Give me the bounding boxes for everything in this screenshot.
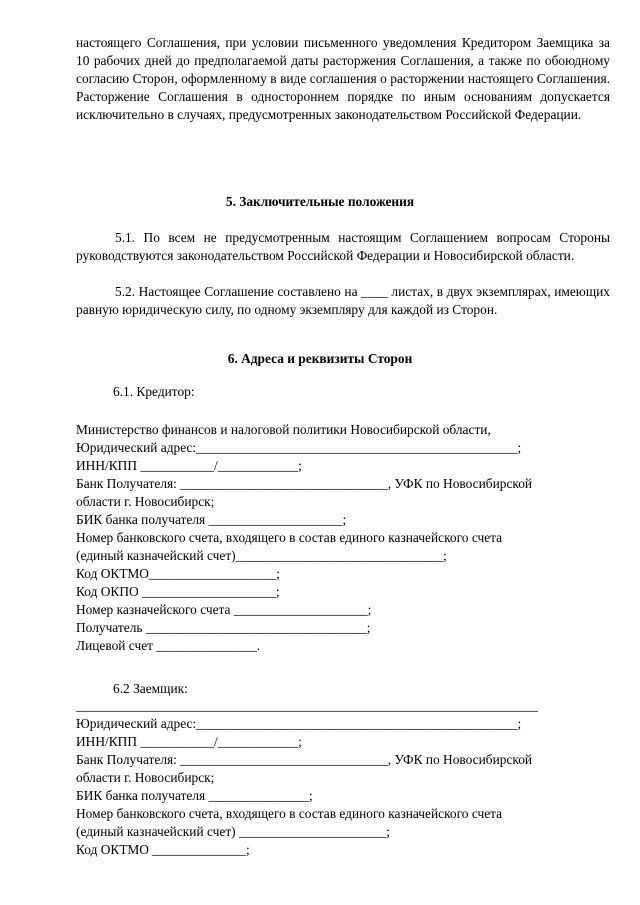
borrower-line: Банк Получателя: _______________________________, УФК по Новосибирской bbox=[76, 752, 533, 767]
creditor-line: Банк Получателя: _______________________________, УФК по Новосибирской bbox=[76, 476, 533, 491]
creditor-line: ИНН/КПП ___________/____________; bbox=[76, 458, 302, 473]
creditor-line: Получатель _________________________________; bbox=[76, 620, 371, 635]
creditor-line: Код ОКТМО___________________; bbox=[76, 566, 280, 581]
borrower-line: _____________________________________________________________________ bbox=[76, 698, 538, 713]
creditor-line: области г. Новосибирск; bbox=[76, 494, 215, 509]
creditor-line: Номер казначейского счета ____________________; bbox=[76, 602, 372, 617]
borrower-line: (единый казначейский счет) ______________________; bbox=[76, 824, 390, 839]
borrower-line: ИНН/КПП ___________/____________; bbox=[76, 734, 302, 749]
creditor-label: 6.1. Кредитор: bbox=[113, 384, 195, 399]
creditor-line: Номер банковского счета, входящего в состав единого казначейского счета bbox=[76, 530, 503, 545]
creditor-line: Министерство финансов и налоговой политики Новосибирской области, bbox=[76, 422, 491, 437]
creditor-line: Лицевой счет _______________. bbox=[76, 638, 261, 653]
creditor-line: (единый казначейский счет)_______________________________; bbox=[76, 548, 447, 563]
intro-paragraph: настоящего Соглашения, при условии письменного уведомления Кредитором Заемщика за 10 рабочих дней до предполагаемой даты расторжения Соглашения, а также по обоюдному согласию Сторон, оформленному в виде соглашения о расторжении настоящего Соглашения. Расторжение Соглашения в одностороннем порядке по иным основаниям допускается исключительно в случаях, предусмотренных законодательством Российской Федерации. bbox=[76, 35, 610, 122]
borrower-line: Номер банковского счета, входящего в состав единого казначейского счета bbox=[76, 806, 503, 821]
clause-5-2: 5.2. Настоящее Соглашение составлено на ____ листах, в двух экземплярах, имеющих равную юридическую силу, по одному экземпляру для каждой из Сторон. bbox=[76, 284, 610, 317]
borrower-line: области г. Новосибирск; bbox=[76, 770, 215, 785]
creditor-line: Юридический адрес:________________________________________________; bbox=[76, 440, 522, 455]
section-6-heading: 6. Адреса и реквизиты Сторон bbox=[227, 351, 413, 366]
borrower-line: Юридический адрес:________________________________________________; bbox=[76, 716, 522, 731]
borrower-line: БИК банка получателя _______________; bbox=[76, 788, 313, 803]
clause-5-1: 5.1. По всем не предусмотренным настоящим Соглашением вопросам Стороны руководствуются законодательством Российской Федерации и Новосибирской области. bbox=[76, 230, 610, 263]
creditor-line: Код ОКПО ____________________; bbox=[76, 584, 280, 599]
borrower-label: 6.2 Заемщик: bbox=[113, 681, 188, 696]
borrower-line: Код ОКТМО ______________; bbox=[76, 842, 250, 857]
creditor-line: БИК банка получателя ____________________; bbox=[76, 512, 347, 527]
section-5-heading: 5. Заключительные положения bbox=[225, 194, 415, 209]
